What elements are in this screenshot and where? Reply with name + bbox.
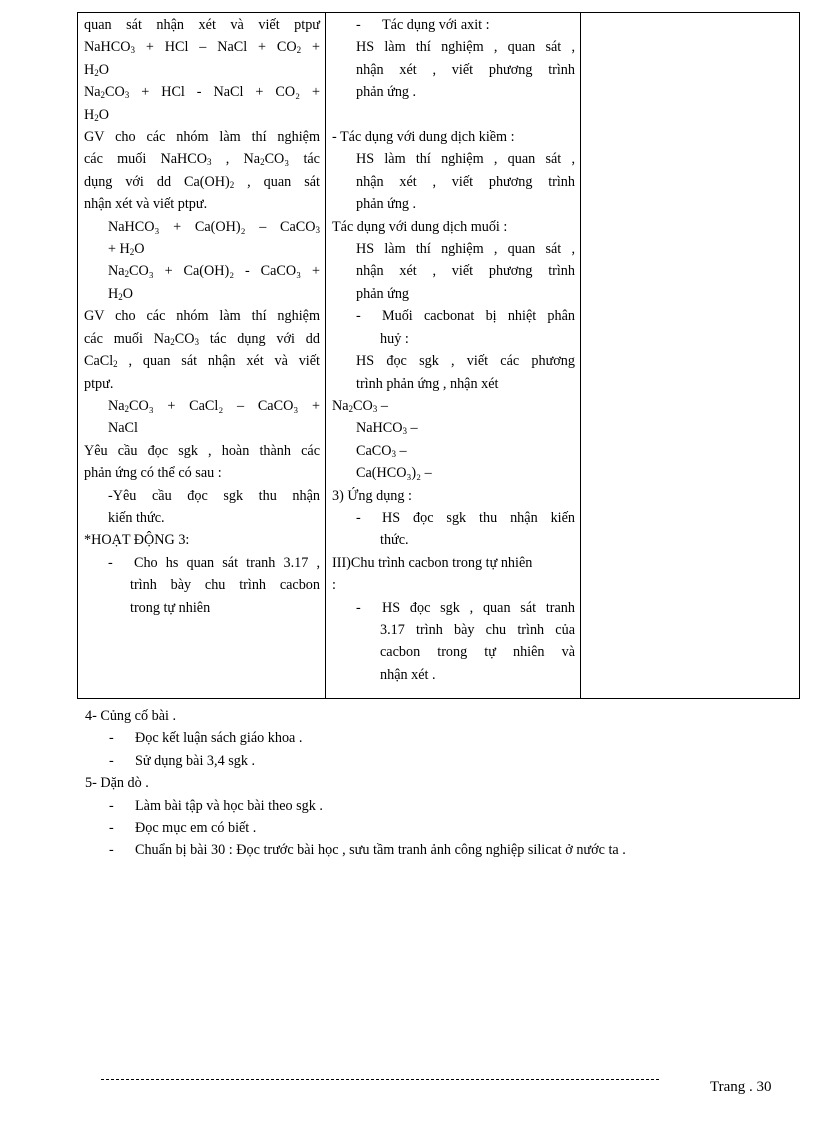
col1-line: ptpư. [84,375,114,392]
after-line: 5- Dặn dò . [85,775,149,792]
col1-line: $Na_2CO_3 + Ca(OH)_2$ - CaCO₃ + [108,263,320,280]
col2-line [332,104,575,126]
col2-line: 3.17 trình bày chu trình của [380,621,575,638]
col1-line: các muối NaHCO$_3$ , $Na_2CO_3$ tác [84,151,320,168]
lesson-wrapup [85,705,765,862]
col2-line: III)Chu trình cacbon trong tự nhiên [332,554,533,571]
col1-line: nhận xét và viết ptpư. [84,196,208,213]
col1-line: $Na_2CO_3$ + CaCl₂ – CaCO₃ + [108,397,320,414]
col2-line: Tác dụng với dung dịch muối : [332,218,508,235]
col2-line: thức. [380,532,409,549]
col1-line: -Yêu cầu đọc sgk thu nhận [108,487,320,504]
col2-line: - Muối cacbonat bị nhiệt phân [356,308,575,325]
page-number: Trang . 30 [710,1079,772,1095]
col1-line: GV cho các nhóm làm thí nghiệm [84,308,320,325]
col2-line: HS đọc sgk , viết các phương [356,353,575,370]
col2-line: - Tác dụng với dung dịch kiềm : [332,129,515,146]
col1-line: quan sát nhận xét và viết ptpư [84,17,320,33]
col2-line: phản ứng . [356,84,417,101]
col2-line: HS làm thí nghiệm , quan sát , [356,241,575,258]
col2-line: HS làm thí nghiệm , quan sát , [356,151,575,168]
col1-line: $Na_2CO_3$ + HCl - NaCl + CO₂ + [84,84,320,101]
col2-line: phản ứng [356,285,410,302]
col2-line: phản ứng . [356,196,417,213]
col1-line: trong tự nhiên [130,599,211,616]
col2-line: cacbon trong tự nhiên và [380,644,575,661]
col2-line: $Na_2CO_3$ – [332,397,388,414]
col2-line: : [332,577,336,594]
after-line: - Sử dụng bài 3,4 sgk . [109,752,256,769]
teacher-activity-column [78,13,325,631]
col1-line: dụng với dd $Ca(OH)_2$ , quan sát [84,173,320,190]
col2-line: nhận xét . [380,666,436,683]
col2-line: nhận xét , viết phương trình [356,61,575,78]
col1-line: NaHCO$_3$ + HCl – NaCl + $CO_2$ + [84,39,320,56]
col1-line: phản ứng có thể có sau : [84,465,222,482]
col1-line: $H_2O$ [84,106,109,123]
col1-line: + $H_2O$ [108,241,145,258]
col2-line: nhận xét , viết phương trình [356,263,575,280]
teacher-activity-cell [78,13,326,699]
col2-line: - Tác dụng với axit : [356,17,490,33]
col2-line: - HS đọc sgk thu nhận kiến [356,509,575,526]
col2-line: trình phản ứng , nhận xét [356,375,499,392]
after-line: - Đọc kết luận sách giáo khoa . [109,730,303,747]
col2-line: huỷ : [380,330,409,347]
col1-line: kiến thức. [108,509,165,526]
col2-line: HS làm thí nghiệm , quan sát , [356,39,575,56]
col1-line: GV cho các nhóm làm thí nghiệm [84,129,320,146]
student-activity-column [326,13,580,698]
student-activity-cell [326,13,581,699]
after-line: - Làm bài tập và học bài theo sgk . [109,797,323,814]
col1-line: Yêu cầu đọc sgk , hoàn thành các [84,442,320,459]
col2-line: Ca(HCO₃)₂ – [356,465,432,482]
col1-line: - Cho hs quan sát tranh 3.17 , [108,554,320,571]
col1-line: $H_2O$ [108,285,133,302]
col1-line: NaHCO₃ + Ca(OH)₂ – CaCO$_3$ [108,218,320,235]
after-line: 4- Củng cố bài . [85,708,177,724]
after-line: - Đọc mục em có biết . [109,820,257,837]
col1-line: *HOẠT ĐỘNG 3: [84,532,190,549]
lesson-table [77,12,800,699]
notes-cell [581,13,800,699]
col2-line: - HS đọc sgk , quan sát tranh [356,599,575,616]
col1-line: CaCl$_2$ , quan sát nhận xét và viết [84,353,320,370]
col1-line: các muối $Na_2CO_3$ tác dụng với dd [84,330,320,347]
col1-line: trình bày chu trình cacbon [130,577,320,594]
col2-line: nhận xét , viết phương trình [356,173,575,190]
col2-line: NaHCO$_3$ – [356,420,418,437]
col2-line: 3) Ứng dụng : [332,487,412,504]
col1-line: NaCl [108,420,138,437]
col2-line: CaCO$_3$ – [356,442,407,459]
footer-divider [101,1079,659,1080]
after-line: - Chuẩn bị bài 30 : Đọc trước bài học , sưu tầm tranh ảnh công nghiệp silicat ở nước ta . [109,842,626,859]
col1-line: $H_2O$ [84,61,109,78]
